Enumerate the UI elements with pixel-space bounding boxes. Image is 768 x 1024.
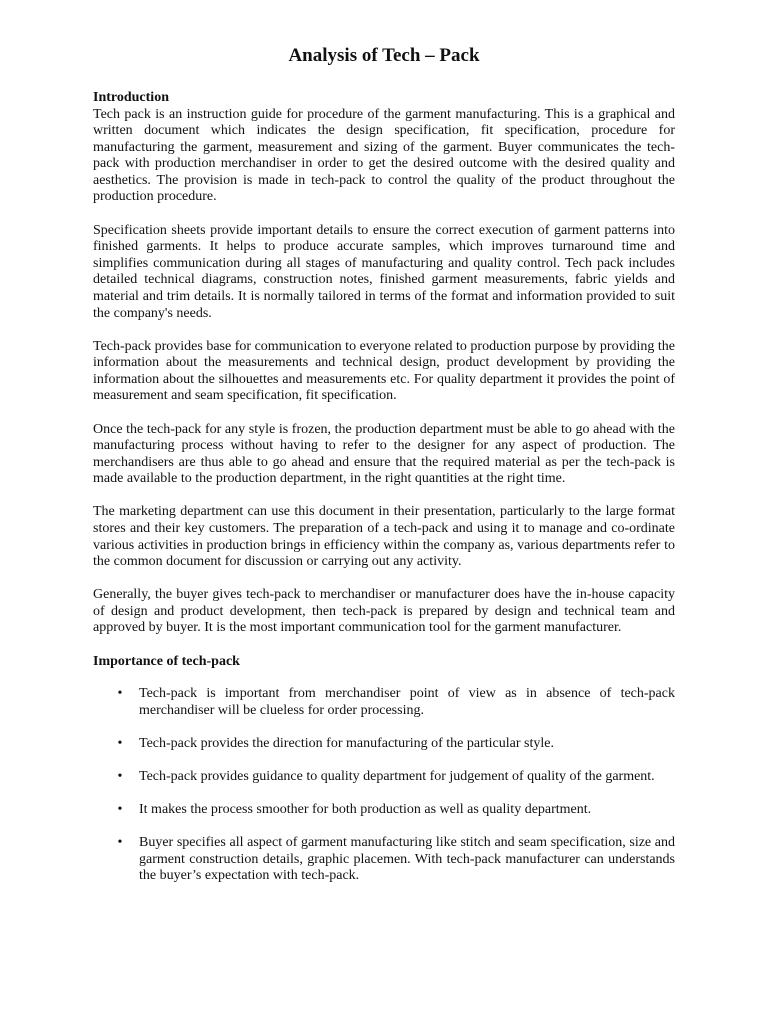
document-page (93, 40, 675, 901)
bullet-icon: • (117, 835, 123, 850)
list-item-text: Tech-pack provides guidance to quality department for judgement of quality of the garment. (139, 768, 655, 784)
list-item-text: It makes the process smoother for both production as well as quality department. (139, 801, 592, 817)
list-item (93, 802, 675, 819)
bullet-icon: • (117, 801, 123, 817)
importance-heading: Importance of tech-pack (93, 653, 240, 669)
list-item (93, 686, 675, 719)
document-title: Analysis of Tech – Pack (288, 45, 480, 66)
list-item (93, 769, 675, 786)
importance-section (93, 654, 675, 885)
intro-paragraph: Tech pack is an instruction guide for procedure of the garment manufacturing. This is a graphical and written document which indicates the design specification, fit specification, procedure for manufacturing the garment, measurement and sizing of the garment. Buyer communicates the tech-pack with production merchandiser in order to get the desired outcome with the desired quality and aesthetics. The provision is made in tech-pack to control the quality of the product throughout the production procedure. (93, 106, 675, 205)
intro-paragraph: Tech-pack provides base for communication to everyone related to production purpose by providing the information about the measurements and technical design, product development by providing the information about the silhouettes and measurements etc. For quality department it provides the point of measurement and seam specification, fit specification. (93, 338, 675, 404)
bullet-icon: • (117, 768, 123, 784)
intro-paragraph: The marketing department can use this document in their presentation, particularly to the large format stores and their key customers. The preparation of a tech-pack and using it to manage and co-ordinate various activities in production brings in efficiency within the company as, various departments refer to the common document for discussion or carrying out any activity. (93, 504, 675, 570)
list-item-text: Tech-pack provides the direction for manufacturing of the particular style. (139, 735, 554, 751)
bullet-icon: • (117, 735, 123, 751)
importance-list (93, 686, 675, 885)
list-item (93, 736, 675, 753)
list-item (93, 835, 675, 885)
introduction-heading: Introduction (93, 90, 169, 105)
intro-paragraph: Specification sheets provide important details to ensure the correct execution of garment patterns into finished garments. It helps to produce accurate samples, which improves turnaround time and simplifies communication during all stages of manufacturing and quality control. Tech pack includes detailed technical diagrams, construction notes, finished garment measurements, fabric yields and material and trim details. It is normally tailored in terms of the format and information provided to suit the company's needs. (93, 222, 675, 321)
intro-paragraph: Once the tech-pack for any style is frozen, the production department must be able to go ahead with the manufacturing process without having to refer to the designer for any aspect of production. The merchandisers are thus able to go ahead and ensure that the required material as per the tech-pack is made available to the production department, in the right quantities at the right time. (93, 421, 675, 487)
bullet-icon: • (117, 686, 123, 702)
list-item-text: Buyer specifies all aspect of garment manufacturing like stitch and seam specification, size and garment construction details, graphic placemen. With tech-pack manufacturer can understands the buyer’s expectation with tech-pack. (139, 835, 675, 884)
intro-paragraph: Generally, the buyer gives tech-pack to merchandiser or manufacturer does have the in-house capacity of design and product development, then tech-pack is prepared by design and technical team and approved by buyer. It is the most important communication tool for the garment manufacturer. (93, 587, 675, 636)
introduction-section (93, 90, 675, 637)
list-item-text: Tech-pack is important from merchandiser point of view as in absence of tech-pack merchandiser will be clueless for order processing. (139, 686, 675, 718)
